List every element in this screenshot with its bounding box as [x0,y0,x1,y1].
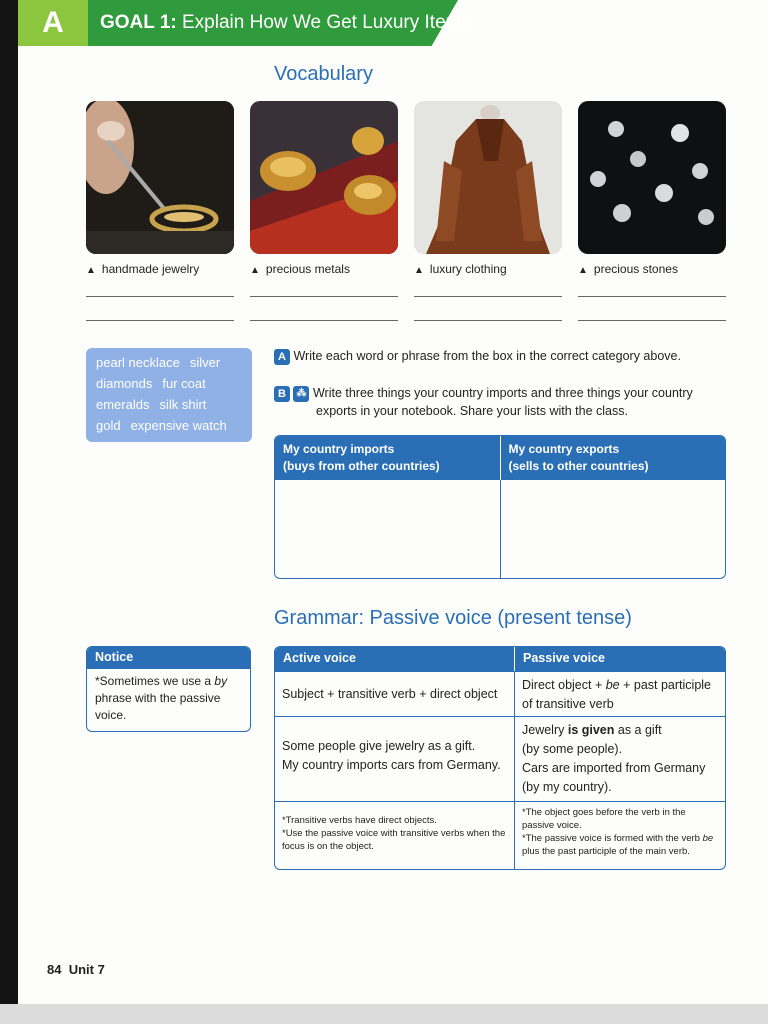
precious-metals-photo [250,101,398,254]
caption-luxury-clothing [414,262,507,276]
word-item: fur coat [162,376,206,391]
active-voice-header: Active voice [275,647,515,671]
activity-a [274,347,681,365]
imports-title-bold: imports [350,442,395,456]
word-item: silver [189,355,221,370]
passive-example-1a: Jewelry [522,723,568,737]
caption-text: precious stones [593,262,678,276]
goal-text: Explain How We Get Luxury Items [182,12,471,33]
activity-a-text: Write each word or phrase from the box in the correct category above. [293,349,681,363]
activity-b-text-1: Write three things your country imports and three things your country [312,386,693,400]
imports-title: My country [283,442,351,456]
exports-title-bold: exports [575,442,620,456]
caption-text: handmade jewelry [101,262,200,276]
active-example-1: Some people give jewelry as a gift. [282,739,476,753]
answer-line[interactable] [414,320,562,321]
imports-exports-table [274,435,726,579]
grammar-title: Grammar: Passive voice (present tense) [274,607,632,629]
passive-note-2a: *The passive voice is formed with the verb [522,833,703,844]
answer-line[interactable] [86,320,234,321]
notice-text-b: phrase with the passive voice. [95,691,221,722]
answer-line[interactable] [578,320,726,321]
word-box [86,348,252,442]
grammar-row-formula [275,671,725,716]
notice-text-by: by [214,674,228,688]
caption-text: precious metals [265,262,350,276]
grammar-table [274,646,726,870]
vocabulary-title: Vocabulary [274,63,373,85]
triangle-icon: ▲ [86,265,96,276]
activity-b-badge: B [274,386,290,402]
passive-example-1c: as a gift [614,723,662,737]
activity-a-badge: A [274,349,290,365]
active-examples [275,717,515,801]
passive-formula-b: + past participle of transitive verb [522,678,711,711]
caption-precious-metals [250,262,350,276]
word-item: expensive watch [130,418,227,433]
answer-line[interactable] [250,320,398,321]
passive-note-2b: plus the past participle of the main verb. [522,846,690,857]
luxury-clothing-photo [414,101,562,254]
passive-note-1: *The object goes before the verb in the passive voice. [522,807,686,831]
passive-note-2be: be [702,833,714,844]
notice-title: Notice [87,647,250,669]
activity-b [274,384,693,420]
passive-formula [515,672,725,716]
passive-example-1b: is given [567,723,615,737]
passive-formula-a: Direct object + [522,678,606,692]
goal-title [100,12,471,34]
scan-bottom-edge [0,1004,768,1024]
answer-line[interactable] [250,296,398,297]
page-number: 84 [47,962,62,977]
exports-title: My country [508,442,576,456]
active-formula: Subject + transitive verb + direct object [275,672,515,716]
goal-label: GOAL 1: [100,12,177,33]
activity-b-text-2: exports in your notebook. Share your lists with the class. [316,404,628,418]
word-item: emeralds [96,397,150,412]
imports-exports-header [275,436,725,480]
imports-write-area[interactable] [275,480,501,578]
imports-subtitle: (buys from other countries) [283,459,440,473]
passive-formula-be: be [605,678,620,692]
precious-stones-photo [578,101,726,254]
grammar-row-examples [275,716,725,801]
passive-example-2: (by some people). [522,742,623,756]
page-footer [47,962,105,977]
unit-label: Unit 7 [68,962,105,977]
caption-handmade-jewelry [86,262,199,276]
section-letter: A [18,0,88,46]
answer-line[interactable] [578,296,726,297]
word-item: pearl necklace [96,355,180,370]
caption-text: luxury clothing [429,262,507,276]
triangle-icon: ▲ [578,265,588,276]
passive-example-1 [522,721,718,740]
grammar-row-notes [275,801,725,870]
triangle-icon: ▲ [414,265,424,276]
word-item: diamonds [96,376,153,391]
grammar-header [275,647,725,671]
caption-precious-stones [578,262,678,276]
active-example-2: My country imports cars from Germany. [282,758,501,772]
notice-text-a: *Sometimes we use a [95,674,215,688]
passive-examples [515,717,725,801]
notice-box [86,646,251,732]
answer-line[interactable] [86,296,234,297]
active-notes [275,802,515,870]
passive-example-4: (by my country). [522,780,612,794]
word-item: silk shirt [159,397,207,412]
passive-example-3: Cars are imported from Germany [522,761,706,775]
handmade-jewelry-photo [86,101,234,254]
page-binding-edge [0,0,18,1024]
notice-text [87,669,250,724]
passive-voice-header: Passive voice [523,651,606,665]
passive-note-2 [522,832,718,858]
passive-notes [515,802,725,870]
triangle-icon: ▲ [250,265,260,276]
imports-column-header [275,436,501,480]
group-work-icon: ⁂ [293,386,309,402]
active-note-1: *Transitive verbs have direct objects. [282,815,437,826]
exports-subtitle: (sells to other countries) [508,459,649,473]
exports-write-area[interactable] [501,480,726,578]
answer-line[interactable] [414,296,562,297]
active-note-2: *Use the passive voice with transitive verbs when the focus is on the object. [282,828,506,852]
word-item: gold [96,418,121,433]
exports-column-header [501,436,726,480]
imports-exports-body [275,480,725,578]
